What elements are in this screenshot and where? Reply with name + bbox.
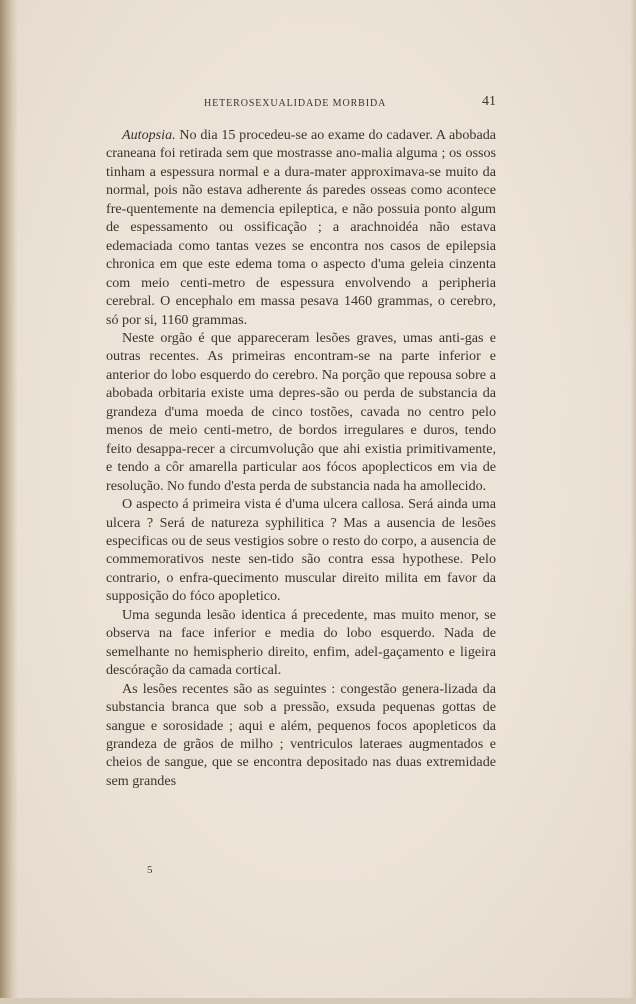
page-right-edge — [630, 0, 636, 1004]
paragraph-ulcera: O aspecto á primeira vista é d'uma ulcera callosa. Será ainda uma ulcera ? Será de natureza syphilitica ? Mas a ausencia de lesões especificas ou de seus vestigios sobre o resto do corpo, a ausencia de commemorativos neste sen-tido são contra essa hypothese. Pelo contrario, o enfra-quecimento muscular direito milita em favor da supposição do fóco apopletico. — [106, 496, 496, 605]
page-number: 41 — [482, 94, 496, 109]
running-title: HETEROSEXUALIDADE MORBIDA — [204, 98, 387, 109]
paragraph-lesoes-recentes: As lesões recentes são as seguintes : congestão genera-lizada da substancia branca que sob a pressão, exsuda pequenas gottas de sangue e sorosidade ; aqui e além, pequenos focos apopleticos da grandeza de grãos de milho ; ventriculos lateraes augmentados e cheios de sangue, que se encontra depositado nas duas extremidade sem grandes — [106, 680, 496, 789]
paragraph-text: No dia 15 procedeu-se ao exame do cadaver. A abobada craneana foi retirada sem que mostrasse ano-malia alguma ; os ossos tinham a espessura normal e a dura-mater approximava-se muito da normal, pois não estava adherente ás paredes osseas como acontece fre-quentemente na demencia epileptica, e não possuia ponto algum de espessamento ou ossificação ; a arachnoidéa não estava edemaciada como tantas vezes se encontra nos casos de epilepsia chronica em que este edema toma o aspecto d'uma geleia cinzenta com meio centi-metro de espessura envolvendo a peripheria cerebral. O encephalo em massa pesava 1460 grammas, o cerebro, só por si, 1160 grammas. — [106, 127, 496, 328]
page-binding-edge — [0, 0, 18, 1004]
signature-mark: 5 — [147, 864, 153, 876]
paragraph-lesoes-graves: Neste orgão é que appareceram lesões graves, umas anti-gas e outras recentes. As primeiras encontram-se na parte inferior e anterior do lobo esquerdo do cerebro. Na porção que repousa sobre a abobada orbitaria existe uma depres-são ou perda de substancia da grandeza d'uma moeda de cinco tostões, cavada no centro pelo menos de meio centi-metro, de bordos irregulares e duros, tendo feito desappa-recer a circumvolução que ahi existia primitivamente, e tendo a côr amarella particular aos fócos apoplecticos em via de resolução. No fundo d'esta perda de substancia nada ha amollecido. — [106, 329, 496, 494]
page-bottom-edge — [0, 998, 636, 1004]
paragraph-lead: Autopsia. — [122, 127, 176, 143]
paragraph-autopsia — [106, 126, 496, 329]
body-text — [106, 126, 496, 790]
page-header — [106, 96, 496, 116]
paragraph-segunda-lesao: Uma segunda lesão identica á precedente, mas muito menor, se observa na face inferior e media do lobo esquerdo. Nada de semelhante no hemispherio direito, enfim, adel-gaçamento e ligeira descóração da camada cortical. — [106, 606, 496, 679]
